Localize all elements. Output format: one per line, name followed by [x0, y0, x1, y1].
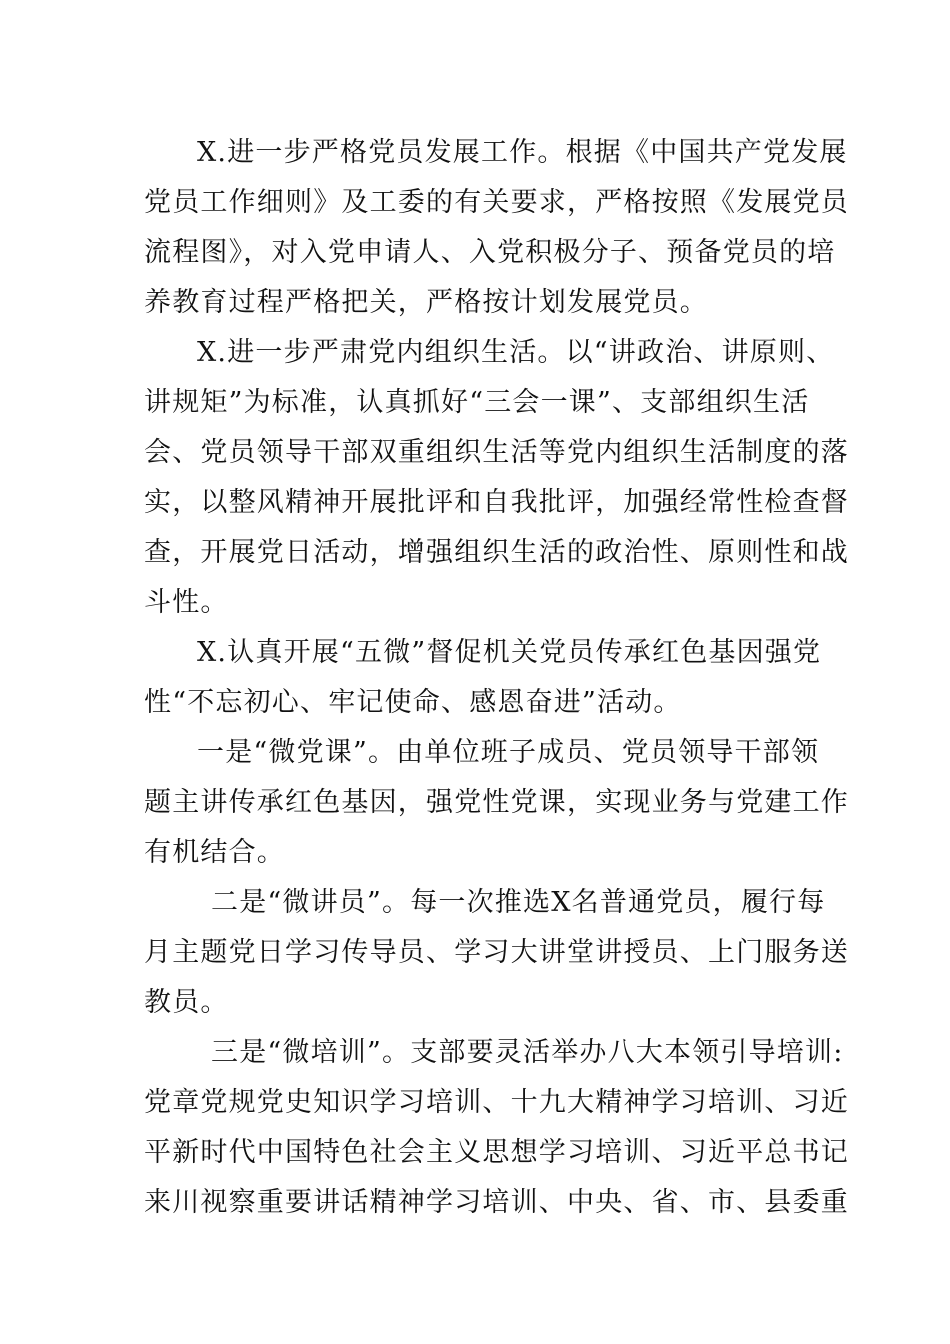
text-line: 一是“微党课”。由单位班子成员、党员领导干部领 [197, 737, 820, 768]
text-line: 三是“微培训”。支部要灵活举办八大本领引导培训: [211, 1037, 844, 1068]
text-line: 讲规矩”为标准，认真抓好“三会一课”、支部组织生活 [144, 387, 810, 418]
text-line: X.进一步严格党员发展工作。根据《中国共产党发展 [197, 137, 848, 168]
text-line: 来川视察重要讲话精神学习培训、中央、省、市、县委重 [144, 1187, 849, 1218]
text-line: X.认真开展“五微”督促机关党员传承红色基因强党 [197, 637, 822, 668]
text-line: 月主题党日学习传导员、学习大讲堂讲授员、上门服务送 [144, 937, 849, 968]
text-line: 会、党员领导干部双重组织生活等党内组织生活制度的落 [144, 437, 849, 468]
text-line: 实，以整风精神开展批评和自我批评，加强经常性检查督 [144, 487, 849, 518]
text-line: X.进一步严肃党内组织生活。以“讲政治、讲原则、 [197, 337, 835, 368]
text-line: 二是“微讲员”。每一次推选X名普通党员，履行每 [211, 887, 826, 918]
text-line: 党员工作细则》及工委的有关要求，严格按照《发展党员 [144, 187, 849, 218]
text-line: 养教育过程严格把关，严格按计划发展党员。 [144, 287, 708, 318]
text-line: 有机结合。 [144, 837, 285, 868]
text-line: 斗性。 [144, 587, 229, 618]
text-line: 性“不忘初心、牢记使命、感恩奋进”活动。 [144, 687, 682, 718]
text-line: 查，开展党日活动，增强组织生活的政治性、原则性和战 [144, 537, 849, 568]
text-line: 题主讲传承红色基因，强党性党课，实现业务与党建工作 [144, 787, 849, 818]
text-line: 党章党规党史知识学习培训、十九大精神学习培训、习近 [144, 1087, 849, 1118]
text-line: 平新时代中国特色社会主义思想学习培训、习近平总书记 [144, 1137, 849, 1168]
text-line: 教员。 [144, 987, 229, 1018]
text-line: 流程图》，对入党申请人、入党积极分子、预备党员的培 [144, 237, 836, 268]
